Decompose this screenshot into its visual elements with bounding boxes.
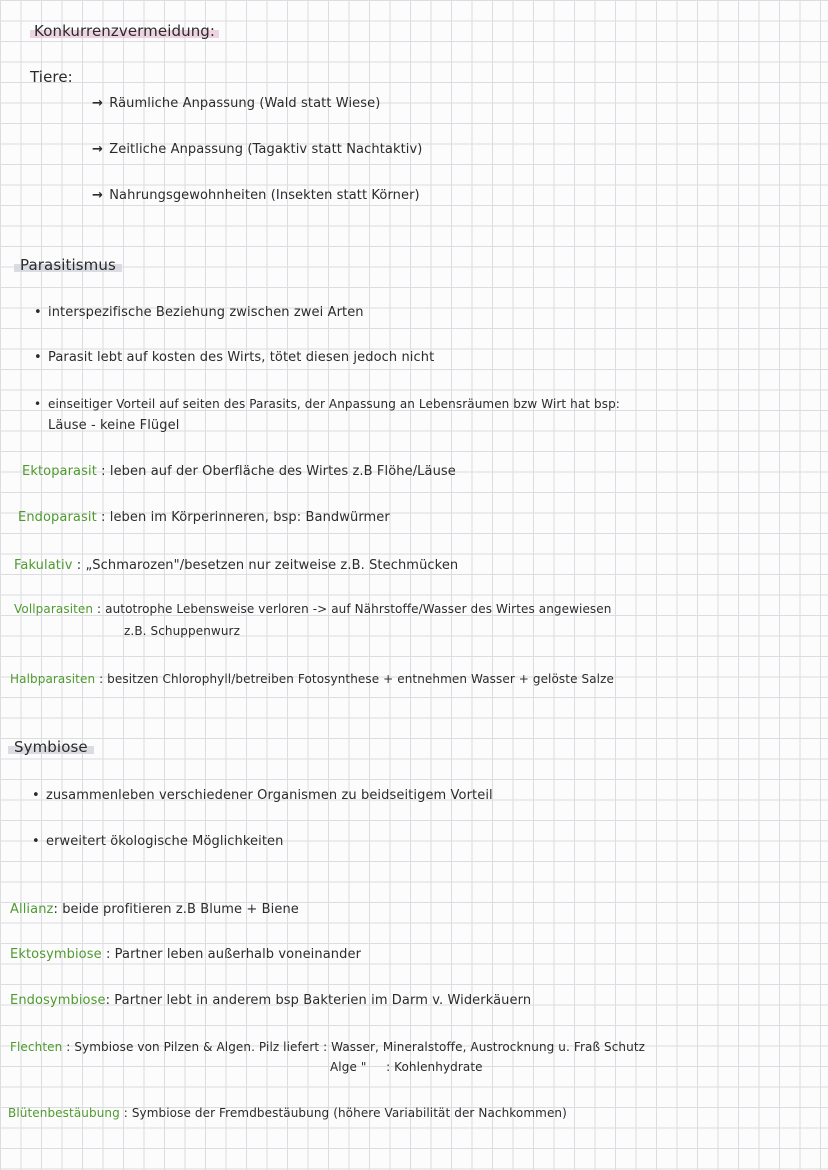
symbiose-bullet: • zusammenleben verschiedener Organismen zu beidseitigem Vorteil (46, 788, 493, 803)
term-endoparasit: Endoparasit : leben im Körperinneren, bsp: Bandwürmer (18, 510, 390, 525)
konkurrenz-item: → Räumliche Anpassung (Wald statt Wiese) (92, 96, 381, 111)
parasitismus-bullet: • Parasit lebt auf kosten des Wirts, tötet diesen jedoch nicht (48, 350, 434, 365)
symbiose-bullet: • erweitert ökologische Möglichkeiten (46, 834, 284, 849)
parasitismus-title: Parasitismus (14, 256, 122, 274)
parasitismus-bullet: • einseitiger Vorteil auf seiten des Parasits, der Anpassung an Lebensräumen bzw Wirt hat bsp: (48, 397, 620, 411)
arrow-right-icon: → (92, 96, 103, 111)
konkurrenz-item: → Nahrungsgewohnheiten (Insekten statt Körner) (92, 188, 420, 203)
arrow-right-icon: → (92, 188, 103, 203)
term-ektoparasit: Ektoparasit : leben auf der Oberfläche des Wirtes z.B Flöhe/Läuse (22, 464, 456, 479)
flechten-continuation: Alge " : Kohlenhydrate (330, 1060, 483, 1074)
parasitismus-bullet-continuation: Läuse - keine Flügel (48, 418, 180, 433)
term-vollparasiten: Vollparasiten : autotrophe Lebensweise verloren -> auf Nährstoffe/Wasser des Wirtes angewiesen (14, 602, 612, 616)
konkurrenz-item: → Zeitliche Anpassung (Tagaktiv statt Nachtaktiv) (92, 142, 423, 157)
term-halbparasiten: Halbparasiten : besitzen Chlorophyll/betreiben Fotosynthese + entnehmen Wasser + gelöste Salze (10, 672, 614, 686)
term-allianz: Allianz: beide profitieren z.B Blume + Biene (10, 902, 299, 917)
term-ektosymbiose: Ektosymbiose : Partner leben außerhalb voneinander (10, 947, 362, 962)
tiere-label: Tiere: (30, 68, 73, 86)
term-fakulativ: Fakulativ : „Schmarozen"/besetzen nur zeitweise z.B. Stechmücken (14, 558, 459, 573)
term-endosymbiose: Endosymbiose: Partner lebt in anderem bsp Bakterien im Darm v. Widerkäuern (10, 993, 532, 1008)
parasitismus-bullet: • interspezifische Beziehung zwischen zwei Arten (48, 305, 364, 320)
vollparasiten-continuation: z.B. Schuppenwurz (124, 624, 240, 638)
term-bluetenbestaeubung: Blütenbestäubung : Symbiose der Fremdbestäubung (höhere Variabilität der Nachkommen) (8, 1106, 567, 1120)
term-flechten: Flechten : Symbiose von Pilzen & Algen. Pilz liefert : Wasser, Mineralstoffe, Austrocknung u. Fraß Schutz (10, 1040, 646, 1054)
arrow-right-icon: → (92, 142, 103, 157)
symbiose-title: Symbiose (8, 738, 94, 756)
konkurrenz-title: Konkurrenzvermeidung: (30, 22, 219, 40)
